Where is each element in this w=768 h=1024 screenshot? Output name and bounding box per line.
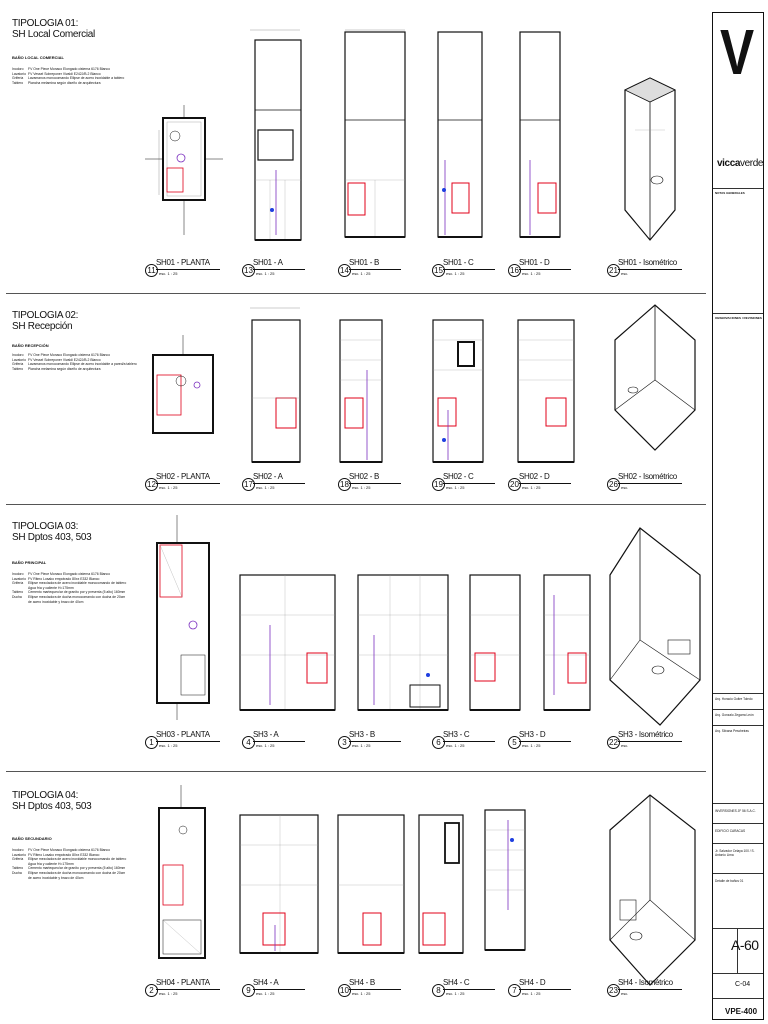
person-2: Arq. Gonzalo Zegarra León [715, 713, 754, 717]
view-number: 15 [432, 264, 445, 277]
elevation-b-drawing [335, 805, 410, 955]
elevation-a-drawing [235, 805, 325, 955]
view-number: 17 [242, 478, 255, 491]
caption-underline [253, 741, 305, 742]
view-number: 18 [338, 478, 351, 491]
project-address: Jr. Salvador Celaya 100 / S. Antonio Lima [715, 849, 755, 857]
view-scale: esc. 1 : 25 [256, 991, 275, 996]
elevation-b-drawing [335, 20, 415, 250]
fixture-specs: Inodoro FV One Piece Monaco Elongado cisterna 6176 Blanco Lavatorio FV Ritmo Losako empotrado 80xx E332 Blanco Grifería Ellipse mezcladora de acero inoxidable monocomando de tablero Agua fría y caliente H=175mm Tablero Cemento martequeo/ar de granito por y presenta (5 alto) 160mm Ducha Ellipse mezcladora de ducha monocomando con ducha de 20cm de acero inoxidable y brazo de 40cm [12, 848, 127, 880]
floor-plan-drawing [145, 100, 225, 250]
view-title: SH02 - C [443, 472, 474, 481]
caption-underline [349, 741, 401, 742]
floor-plan-drawing [145, 335, 225, 445]
view-scale: esc. 1 : 25 [159, 743, 178, 748]
view-number: 8 [432, 984, 445, 997]
caption-underline [349, 269, 401, 270]
view-number: 16 [508, 264, 521, 277]
view-title: SH3 - D [519, 730, 546, 739]
caption-underline [349, 989, 401, 990]
caption-underline [519, 741, 571, 742]
elevation-a-drawing [240, 20, 320, 250]
view-number: 6 [432, 736, 445, 749]
caption-underline [618, 269, 682, 270]
caption-underline [253, 989, 305, 990]
isometric-drawing [600, 790, 705, 990]
section-title: TIPOLOGIA 01: [12, 18, 79, 29]
view-scale: esc. 1 : 25 [522, 991, 541, 996]
caption-underline [443, 269, 495, 270]
person-3: Arq. Silvana Pescheiras [715, 729, 749, 733]
view-scale: esc. [621, 271, 629, 276]
view-title: SH01 - A [253, 258, 283, 267]
view-number: 19 [432, 478, 445, 491]
caption-underline [519, 989, 571, 990]
caption-underline [156, 269, 220, 270]
view-scale: esc. 1 : 25 [522, 485, 541, 490]
caption-underline [618, 483, 682, 484]
view-title: SH01 - D [519, 258, 550, 267]
bathroom-type: BAÑO SECUNDARIO [12, 836, 52, 841]
view-scale: esc. 1 : 25 [522, 743, 541, 748]
observations-title: OBSERVACIONES / REVISIONES [715, 316, 762, 320]
view-number: 26 [607, 478, 620, 491]
view-number: 3 [338, 736, 351, 749]
sheet-subcode: C-04 [735, 981, 751, 988]
section-subtitle: SH Recepción [12, 321, 73, 332]
caption-underline [156, 483, 220, 484]
elevation-c-drawing [465, 565, 530, 720]
view-title: SH4 - Isométrico [618, 978, 673, 987]
view-number: 4 [242, 736, 255, 749]
person-1: Arq. Horacio Goitre Toledo [715, 697, 753, 701]
view-title: SH02 - D [519, 472, 550, 481]
view-title: SH4 - B [349, 978, 375, 987]
project-code: VPE-400 [725, 1007, 758, 1016]
view-scale: esc. [621, 743, 629, 748]
elevation-c-drawing [415, 805, 470, 955]
isometric-drawing [600, 520, 708, 730]
sheet-code: A-60 [731, 937, 759, 953]
project-name: EDIFICIO CARACAS [715, 829, 746, 833]
bathroom-type: BAÑO LOCAL COMERCIAL [12, 55, 64, 60]
view-number: 2 [145, 984, 158, 997]
owner: INVERSIONES JF 56 S.A.C. [715, 809, 756, 813]
view-title: SH02 - A [253, 472, 283, 481]
fixture-specs: Inodoro FV One Piece Monaco Elongado cisterna 6176 Blanco Lavatorio FV Vessel Sobreponer Vivaldi E242J/B.2 Blanco Grifería Lavamanos monocomando Ellipse de acero inoxidable a pared/a tablero Tablero Plancha melamina según diseño de arquitectura [12, 353, 137, 371]
caption-underline [443, 989, 495, 990]
notes-title: NOTAS GENERALES [715, 191, 745, 195]
sheet-name: Detalle de baños 01 [715, 879, 744, 883]
elevation-c-drawing [430, 20, 500, 250]
view-number: 7 [508, 984, 521, 997]
elevation-b-drawing [335, 300, 405, 475]
caption-underline [156, 989, 220, 990]
elevation-c-drawing [430, 300, 500, 475]
section-subtitle: SH Dptos 403, 503 [12, 801, 92, 812]
section-title: TIPOLOGIA 02: [12, 310, 79, 321]
view-number: 22 [607, 736, 620, 749]
section-subtitle: SH Local Comercial [12, 29, 95, 40]
view-title: SH01 - PLANTA [156, 258, 210, 267]
view-scale: esc. 1 : 25 [256, 485, 275, 490]
view-title: SH04 - PLANTA [156, 978, 210, 987]
bathroom-type: BAÑO RECEPCIÓN [12, 343, 49, 348]
view-scale: esc. 1 : 25 [256, 743, 275, 748]
title-block [712, 12, 764, 1020]
elevation-a-drawing [240, 300, 320, 475]
caption-underline [156, 741, 220, 742]
view-scale: esc. 1 : 25 [352, 271, 371, 276]
view-number: 12 [145, 478, 158, 491]
view-title: SH01 - B [349, 258, 380, 267]
view-title: SH4 - D [519, 978, 546, 987]
view-scale: esc. [621, 485, 629, 490]
view-scale: esc. 1 : 25 [352, 743, 371, 748]
view-scale: esc. 1 : 25 [522, 271, 541, 276]
view-number: 13 [242, 264, 255, 277]
view-scale: esc. 1 : 25 [446, 485, 465, 490]
caption-underline [618, 989, 682, 990]
isometric-drawing [605, 300, 705, 470]
view-scale: esc. 1 : 25 [159, 271, 178, 276]
section-subtitle: SH Dptos 403, 503 [12, 532, 92, 543]
elevation-d-drawing [480, 800, 535, 955]
view-title: SH3 - B [349, 730, 375, 739]
elevation-d-drawing [540, 565, 600, 720]
view-title: SH4 - C [443, 978, 470, 987]
view-title: SH01 - Isométrico [618, 258, 677, 267]
brand-name: viccaverde [717, 158, 764, 169]
elevation-d-drawing [510, 300, 580, 475]
view-scale: esc. 1 : 25 [256, 271, 275, 276]
floor-plan-drawing [145, 515, 225, 720]
view-title: SH02 - PLANTA [156, 472, 210, 481]
caption-underline [618, 741, 682, 742]
fixture-specs: Inodoro FV One Piece Monaco Elongado cisterna 6176 Blanco Lavatorio FV Vessel Sobreponer Vivaldi E242J/B.2 Blanco Grifería Lavamanos monocomando Ellipse de acero inoxidable a tablero Tablero Plancha melamina según diseño de arquitectura [12, 67, 125, 85]
view-number: 14 [338, 264, 351, 277]
caption-underline [519, 269, 571, 270]
view-title: SH3 - A [253, 730, 279, 739]
caption-underline [253, 483, 305, 484]
section-title: TIPOLOGIA 04: [12, 790, 79, 801]
view-scale: esc. 1 : 25 [446, 271, 465, 276]
view-title: SH4 - A [253, 978, 279, 987]
caption-underline [443, 741, 495, 742]
row-separator [6, 771, 706, 772]
section-title: TIPOLOGIA 03: [12, 521, 79, 532]
view-title: SH03 - PLANTA [156, 730, 210, 739]
view-number: 11 [145, 264, 158, 277]
elevation-b-drawing [350, 565, 455, 720]
elevation-a-drawing [235, 565, 340, 720]
caption-underline [349, 483, 401, 484]
view-number: 5 [508, 736, 521, 749]
view-scale: esc. [621, 991, 629, 996]
fixture-specs: Inodoro FV One Piece Monaco Elongado cisterna 6176 Blanco Lavatorio FV Ritmo Losako empotrado 80xx E332 Blanco Grifería Ellipse mezcladora de acero inoxidable monocomando de tablero Agua fría y caliente H=175mm Tablero Cemento martequeo/ar de granito por y presenta (5 alto) 160mm Ducha Ellipse mezcladora de ducha monocomando con ducha de 20cm de acero inoxidable y brazo de 40cm [12, 572, 127, 604]
row-separator [6, 504, 706, 505]
view-title: SH02 - Isométrico [618, 472, 677, 481]
view-scale: esc. 1 : 25 [352, 991, 371, 996]
view-number: 10 [338, 984, 351, 997]
caption-underline [443, 483, 495, 484]
view-number: 23 [607, 984, 620, 997]
view-number: 21 [607, 264, 620, 277]
view-number: 20 [508, 478, 521, 491]
view-title: SH01 - C [443, 258, 474, 267]
view-scale: esc. 1 : 25 [159, 991, 178, 996]
floor-plan-drawing [145, 780, 225, 970]
view-title: SH3 - C [443, 730, 470, 739]
view-scale: esc. 1 : 25 [159, 485, 178, 490]
caption-underline [519, 483, 571, 484]
row-separator [6, 293, 706, 294]
bathroom-type: BAÑO PRINCIPAL [12, 560, 47, 565]
elevation-d-drawing [510, 20, 580, 250]
logo-mark: V [720, 16, 751, 88]
view-title: SH3 - Isométrico [618, 730, 673, 739]
caption-underline [253, 269, 305, 270]
view-title: SH02 - B [349, 472, 380, 481]
view-number: 9 [242, 984, 255, 997]
view-scale: esc. 1 : 25 [446, 991, 465, 996]
view-number: 1 [145, 736, 158, 749]
isometric-drawing [605, 70, 705, 260]
view-scale: esc. 1 : 25 [352, 485, 371, 490]
view-scale: esc. 1 : 25 [446, 743, 465, 748]
